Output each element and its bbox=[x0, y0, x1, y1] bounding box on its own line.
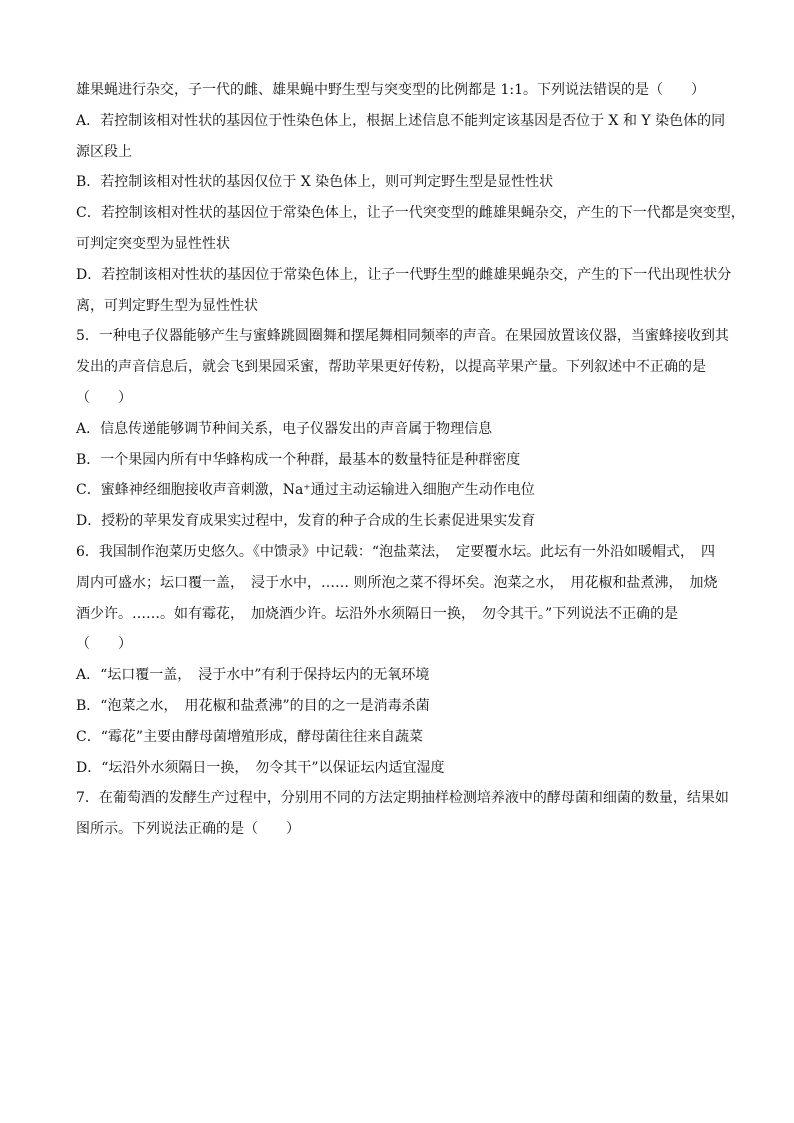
text-line-q6-option-c: C．“霉花”主要由酵母菌增殖形成，酵母菌往往来自蔬菜 bbox=[76, 728, 424, 745]
text-line-q4-option-c: C．若控制该相对性状的基因位于常染色体上，让子一代突变型的雌雄果蝇杂交，产生的下一代都是突变型， bbox=[76, 205, 745, 222]
text-line-q4-option-a: A．若控制该相对性状的基因位于性染色体上，根据上述信息不能判定该基因是否位于 X 和 Y 染色体的同 bbox=[76, 112, 726, 129]
text-line-q6-option-d: D．“坛沿外水须隔日一换， 勿令其干”以保证坛内适宜湿度 bbox=[76, 759, 445, 776]
document-body bbox=[76, 80, 745, 850]
text-line-q4-option-a-cont: 源区段上 bbox=[76, 143, 132, 160]
text-line-q7-stem-cont: 图所示。下列说法正确的是（ ） bbox=[76, 821, 300, 838]
text-line-q4-stem-end: 雄果蝇进行杂交，子一代的雌、雄果蝇中野生型与突变型的比例都是 1:1。下列说法错误的是（ ） bbox=[76, 82, 705, 98]
text-line-q6-stem-cont-1: 周内可盛水；坛口覆一盖， 浸于水中，…… 则所泡之菜不得坏矣。泡菜之水， 用花椒和盐煮沸， 加烧 bbox=[76, 574, 718, 591]
text-line-q4-option-c-cont: 可判定突变型为显性性状 bbox=[76, 235, 230, 252]
text-line-q5-stem-cont: 发出的声音信息后，就会飞到果园采蜜，帮助苹果更好传粉，以提高苹果产量。下列叙述中不正确的是 bbox=[76, 359, 706, 376]
text-line-q6-option-a: A．“坛口覆一盖， 浸于水中”有利于保持坛内的无氧环境 bbox=[76, 667, 430, 684]
text-line-q5-option-d: D．授粉的苹果发育成果实过程中，发育的种子合成的生长素促进果实发育 bbox=[76, 513, 536, 530]
text-line-q6-blank: （ ） bbox=[76, 636, 132, 653]
text-line-q5-blank: （ ） bbox=[76, 389, 132, 406]
text-line-q5-option-a: A．信息传递能够调节种间关系，电子仪器发出的声音属于物理信息 bbox=[76, 420, 493, 437]
text-line-q4-option-d: D．若控制该相对性状的基因位于常染色体上，让子一代野生型的雌雄果蝇杂交，产生的下一代出现性状分 bbox=[76, 266, 732, 283]
text-line-q6-stem: 6．我国制作泡菜历史悠久。《中馈录》中记载：“泡盐菜法， 定要覆水坛。此坛有一外沿如暖帽式， 四 bbox=[76, 543, 716, 560]
text-line-q6-stem-cont-2: 酒少许。……。如有霉花， 加烧酒少许。坛沿外水须隔日一换， 勿令其干。”下列说法不正确的是 bbox=[76, 605, 679, 622]
text-line-q5-stem: 5．一种电子仪器能够产生与蜜蜂跳圆圈舞和摆尾舞相同频率的声音。在果园放置该仪器，当蜜蜂接收到其 bbox=[76, 328, 729, 345]
text-line-q4-option-d-cont: 离，可判定野生型为显性性状 bbox=[76, 297, 258, 314]
text-line-q6-option-b: B．“泡菜之水， 用花椒和盐煮沸”的目的之一是消毒杀菌 bbox=[76, 697, 430, 714]
text-line-q4-option-b: B．若控制该相对性状的基因仅位于 X 染色体上，则可判定野生型是显性性状 bbox=[76, 174, 554, 191]
text-line-q5-option-b: B．一个果园内所有中华蜂构成一个种群，最基本的数量特征是种群密度 bbox=[76, 451, 521, 468]
text-line-q7-stem: 7．在葡萄酒的发酵生产过程中，分别用不同的方法定期抽样检测培养液中的酵母菌和细菌的数量，结果如 bbox=[76, 790, 729, 807]
text-line-q5-option-c: C．蜜蜂神经细胞接收声音刺激，Na⁺通过主动运输进入细胞产生动作电位 bbox=[76, 482, 535, 499]
